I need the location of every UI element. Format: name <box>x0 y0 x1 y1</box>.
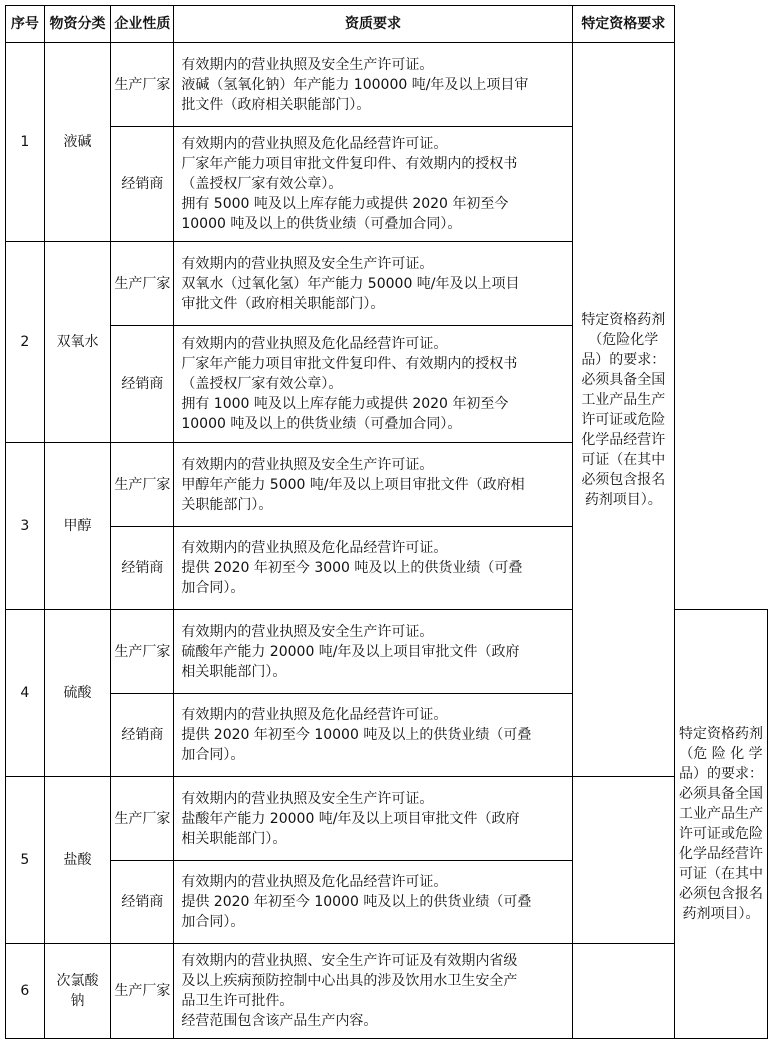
text-line: 加合同）。 <box>181 580 245 596</box>
text-line: 许可证或危险 <box>581 411 666 428</box>
text-line: 可证（在其中 <box>581 451 666 468</box>
text-line: 品）的要求： <box>581 351 666 368</box>
special-requirement-cell <box>675 610 768 1039</box>
text-line: 加合同）。 <box>181 747 245 763</box>
text-line: 有效期内的营业执照及安全生产许可证。 <box>181 623 434 640</box>
category-cell: 双氧水 <box>44 242 111 443</box>
text-line: 有效期内的营业执照、安全生产许可证及有效期内省级 <box>181 953 518 969</box>
header-category: 物资分类 <box>44 6 111 43</box>
text-line: 10000 吨及以上的供货业绩（可叠加合同）。 <box>181 216 462 232</box>
text-line: 化学品经营许 <box>581 431 666 448</box>
nature-cell: 经销商 <box>111 527 174 610</box>
text-line: （盖授权厂家有效公章）。 <box>181 376 343 392</box>
nature-cell: 生产厂家 <box>111 610 174 694</box>
category-cell: 硫酸 <box>44 610 111 777</box>
header-no: 序号 <box>6 6 45 43</box>
text-line: 钠 <box>70 993 85 1009</box>
text-line: 相关职能部门）。 <box>181 663 287 680</box>
table-row <box>6 777 768 861</box>
text-line: 工业产品生产 <box>679 806 763 822</box>
category-cell: 液碱 <box>44 43 111 242</box>
row-number: 1 <box>6 43 45 242</box>
text-line: 必须包含报名 <box>679 886 763 902</box>
text-line: （盖授权厂家有效公章）。 <box>181 176 343 192</box>
table-row <box>6 861 768 944</box>
nature-cell: 生产厂家 <box>111 944 174 1039</box>
text-line: 有效期内的营业执照及危化品经营许可证。 <box>181 707 448 723</box>
text-line: 品）的要求： <box>679 766 763 782</box>
qualification-cell <box>174 242 572 326</box>
table-row <box>6 944 768 1039</box>
row-number: 3 <box>6 443 45 610</box>
text-line: （危 险 化 学 <box>679 746 763 762</box>
text-line: 硫酸年产能力 20000 吨/年及以上项目审批文件（政府 <box>181 643 520 660</box>
text-line: 次氯酸 <box>56 973 99 989</box>
category-cell <box>44 944 111 1039</box>
nature-cell: 经销商 <box>111 861 174 944</box>
text-line: 有效期内的营业执照及安全生产许可证。 <box>181 456 434 473</box>
header-row <box>6 6 768 43</box>
text-line: 药剂项目）。 <box>584 491 662 508</box>
nature-cell: 生产厂家 <box>111 777 174 861</box>
text-line: 10000 吨及以上的供货业绩（可叠加合同）。 <box>181 416 462 432</box>
qualification-cell <box>174 694 572 777</box>
text-line: 拥有 1000 吨及以上库存能力或提供 2020 年初至今 <box>181 396 509 412</box>
special-requirement-cell <box>572 43 674 777</box>
text-line: 药剂项目）。 <box>682 906 760 922</box>
text-line: 必须具备全国 <box>581 371 666 388</box>
text-line: 有效期内的营业执照及危化品经营许可证。 <box>181 874 448 890</box>
text-line: 加合同）。 <box>181 914 245 930</box>
nature-cell: 经销商 <box>111 694 174 777</box>
text-line: 甲醇年产能力 5000 吨/年及以上项目审批文件（政府相 <box>181 476 525 493</box>
row-number: 6 <box>6 944 45 1039</box>
qualification-cell <box>174 443 572 527</box>
text-line: 液碱（氢氧化钠）年产能力 100000 吨/年及以上项目审 <box>181 76 529 93</box>
text-line: 工业产品生产 <box>581 391 666 408</box>
qualification-cell <box>174 610 572 694</box>
row-number: 2 <box>6 242 45 443</box>
text-line: 关职能部门）。 <box>181 496 273 513</box>
nature-cell: 生产厂家 <box>111 43 174 127</box>
text-line: 有效期内的营业执照及危化品经营许可证。 <box>181 540 448 556</box>
text-line: 及以上疾病预防控制中心出具的涉及饮用水卫生安全产 <box>181 973 518 989</box>
text-line: 可证（在其中 <box>679 866 763 882</box>
text-line: 提供 2020 年初至今 3000 吨及以上的供货业绩（可叠 <box>181 560 523 576</box>
nature-cell: 经销商 <box>111 127 174 242</box>
qualification-cell <box>174 527 572 610</box>
text-line: 有效期内的营业执照及危化品经营许可证。 <box>181 136 448 152</box>
text-line: 有效期内的营业执照及危化品经营许可证。 <box>181 336 448 352</box>
table-row <box>6 43 768 127</box>
text-line: 有效期内的营业执照及安全生产许可证。 <box>181 790 434 807</box>
text-line: 审批文件（政府相关职能部门）。 <box>181 295 385 312</box>
text-line: 厂家年产能力项目审批文件复印件、有效期内的授权书 <box>181 356 518 372</box>
text-line: 品卫生许可批件。 <box>181 993 294 1009</box>
text-line: 许可证或危险 <box>679 826 763 842</box>
text-line: 相关职能部门）。 <box>181 830 287 847</box>
qualification-cell <box>174 944 572 1039</box>
qualification-cell <box>174 326 572 443</box>
header-nature: 企业性质 <box>111 6 174 43</box>
text-line: （危险化学 <box>588 331 659 348</box>
category-cell: 甲醇 <box>44 443 111 610</box>
qualification-cell <box>174 127 572 242</box>
text-line: 拥有 5000 吨及以上库存能力或提供 2020 年初至今 <box>181 196 509 212</box>
text-line: 特定资格药剂 <box>581 311 666 328</box>
text-line: 有效期内的营业执照及安全生产许可证。 <box>181 255 434 272</box>
text-line: 有效期内的营业执照及安全生产许可证。 <box>181 56 434 73</box>
category-cell: 盐酸 <box>44 777 111 944</box>
header-qualification: 资质要求 <box>174 6 572 43</box>
text-line: 经营范围包含该产品生产内容。 <box>181 1013 378 1029</box>
text-line: 必须具备全国 <box>679 786 763 802</box>
nature-cell: 生产厂家 <box>111 242 174 326</box>
text-line: 双氧水（过氧化氢）年产能力 50000 吨/年及以上项目 <box>181 275 520 292</box>
qualification-cell <box>174 43 572 127</box>
text-line: 提供 2020 年初至今 10000 吨及以上的供货业绩（可叠 <box>181 727 532 743</box>
qualification-table <box>5 5 768 1039</box>
text-line: 厂家年产能力项目审批文件复印件、有效期内的授权书 <box>181 156 518 172</box>
header-special: 特定资格要求 <box>572 6 674 43</box>
text-line: 批文件（政府相关职能部门）。 <box>181 96 371 113</box>
nature-cell: 生产厂家 <box>111 443 174 527</box>
text-line: 特定资格药剂 <box>679 726 763 742</box>
qualification-cell <box>174 777 572 861</box>
qualification-cell <box>174 861 572 944</box>
nature-cell: 经销商 <box>111 326 174 443</box>
text-line: 化学品经营许 <box>679 846 763 862</box>
special-requirement-empty-cell <box>572 944 674 1039</box>
text-line: 盐酸年产能力 20000 吨/年及以上项目审批文件（政府 <box>181 810 520 827</box>
text-line: 提供 2020 年初至今 10000 吨及以上的供货业绩（可叠 <box>181 894 532 910</box>
row-number: 4 <box>6 610 45 777</box>
text-line: 必须包含报名 <box>581 471 666 488</box>
row-number: 5 <box>6 777 45 944</box>
